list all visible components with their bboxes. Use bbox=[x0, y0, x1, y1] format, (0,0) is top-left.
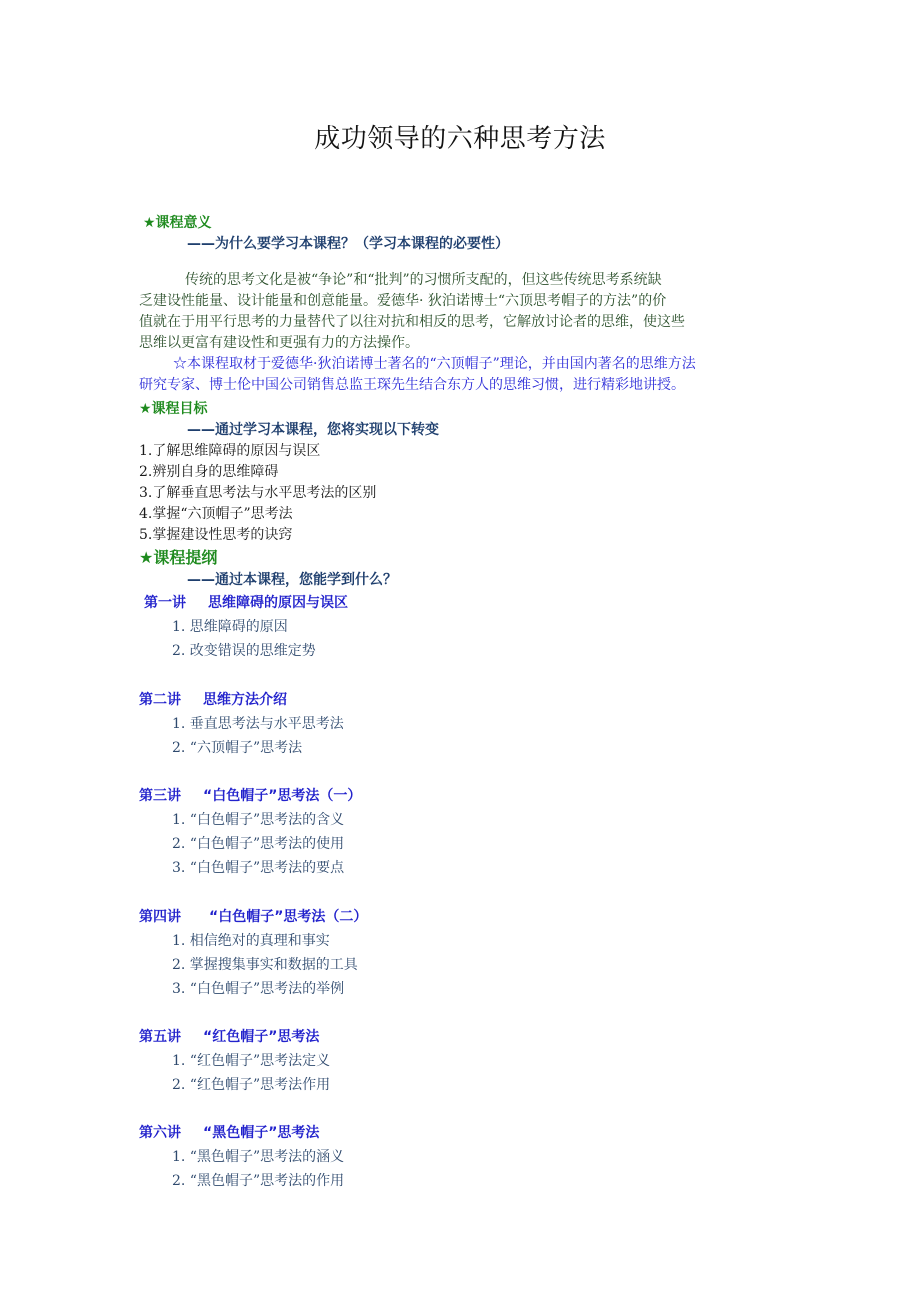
lecture-item: 2. 掌握搜集事实和数据的工具 bbox=[172, 957, 358, 973]
lecture-5-heading bbox=[139, 1026, 319, 1046]
section-subtitle-significance: ——为什么要学习本课程？（学习本课程的必要性） bbox=[187, 236, 509, 252]
course-source-note bbox=[139, 354, 696, 396]
lecture-item: 2. 改变错误的思维定势 bbox=[172, 643, 316, 659]
goal-item: 2.辨别自身的思维障碍 bbox=[139, 464, 279, 480]
lecture-4-heading bbox=[139, 906, 367, 926]
lecture-title: “红色帽子”思考法 bbox=[203, 1029, 320, 1045]
lecture-item: 1. 相信绝对的真理和事实 bbox=[172, 933, 330, 949]
goal-item: 4.掌握“六顶帽子”思考法 bbox=[139, 506, 293, 522]
paragraph-line: 思维以更富有建设性和更强有力的方法操作。 bbox=[139, 335, 419, 351]
lecture-item: 2. “白色帽子”思考法的使用 bbox=[172, 836, 345, 852]
lecture-title: “白色帽子”思考法（一） bbox=[203, 788, 362, 804]
lecture-number: 第六讲 bbox=[139, 1125, 181, 1141]
section-heading-outline: ★课程提纲 bbox=[139, 548, 218, 567]
lecture-title: 思维方法介绍 bbox=[203, 692, 287, 708]
significance-paragraph bbox=[139, 270, 685, 354]
note-line: 研究专家、博士伦中国公司销售总监王琛先生结合东方人的思维习惯，进行精彩地讲授。 bbox=[139, 377, 685, 393]
lecture-item: 1. “红色帽子”思考法定义 bbox=[172, 1053, 331, 1069]
lecture-number: 第二讲 bbox=[139, 692, 181, 708]
lecture-3-heading bbox=[139, 785, 361, 805]
lecture-1-heading bbox=[144, 592, 348, 612]
lecture-item: 1. “白色帽子”思考法的含义 bbox=[172, 812, 345, 828]
paragraph-line: 传统的思考文化是被“争论”和“批判”的习惯所支配的，但这些传统思考系统缺 bbox=[185, 272, 662, 288]
paragraph-line: 值就在于用平行思考的力量替代了以往对抗和相反的思考，它解放讨论者的思维，使这些 bbox=[139, 314, 685, 330]
lecture-item: 3. “白色帽子”思考法的举例 bbox=[172, 981, 345, 997]
lecture-item: 1. “黑色帽子”思考法的涵义 bbox=[172, 1149, 345, 1165]
lecture-item: 2. “黑色帽子”思考法的作用 bbox=[172, 1173, 345, 1189]
lecture-title: 思维障碍的原因与误区 bbox=[208, 595, 348, 611]
lecture-title: “黑色帽子”思考法 bbox=[203, 1125, 320, 1141]
lecture-2-heading bbox=[139, 689, 287, 709]
goal-item: 1.了解思维障碍的原因与误区 bbox=[139, 443, 321, 459]
section-heading-significance: ★课程意义 bbox=[143, 215, 212, 231]
lecture-number: 第三讲 bbox=[139, 788, 181, 804]
lecture-item: 2. “红色帽子”思考法作用 bbox=[172, 1077, 331, 1093]
lecture-item: 1. 思维障碍的原因 bbox=[172, 619, 288, 635]
paragraph-line: 乏建设性能量、设计能量和创意能量。爱德华· 狄泊诺博士“六顶思考帽子的方法”的价 bbox=[139, 293, 667, 309]
lecture-item: 3. “白色帽子”思考法的要点 bbox=[172, 860, 345, 876]
goal-item: 3.了解垂直思考法与水平思考法的区别 bbox=[139, 485, 377, 501]
document-title: 成功领导的六种思考方法 bbox=[314, 124, 606, 154]
lecture-title: “白色帽子”思考法（二） bbox=[209, 909, 368, 925]
lecture-item: 1. 垂直思考法与水平思考法 bbox=[172, 716, 344, 732]
lecture-number: 第五讲 bbox=[139, 1029, 181, 1045]
section-heading-goals: ★课程目标 bbox=[139, 401, 208, 417]
lecture-number: 第四讲 bbox=[139, 909, 181, 925]
section-subtitle-goals: ——通过学习本课程，您将实现以下转变 bbox=[187, 422, 439, 438]
note-line: ☆本课程取材于爱德华·狄泊诺博士著名的“六顶帽子”理论，并由国内著名的思维方法 bbox=[173, 356, 696, 372]
section-subtitle-outline: ——通过本课程，您能学到什么？ bbox=[187, 572, 397, 588]
lecture-6-heading bbox=[139, 1122, 319, 1142]
lecture-number: 第一讲 bbox=[144, 595, 186, 611]
lecture-item: 2. “六顶帽子”思考法 bbox=[172, 740, 303, 756]
goal-item: 5.掌握建设性思考的诀窍 bbox=[139, 527, 293, 543]
